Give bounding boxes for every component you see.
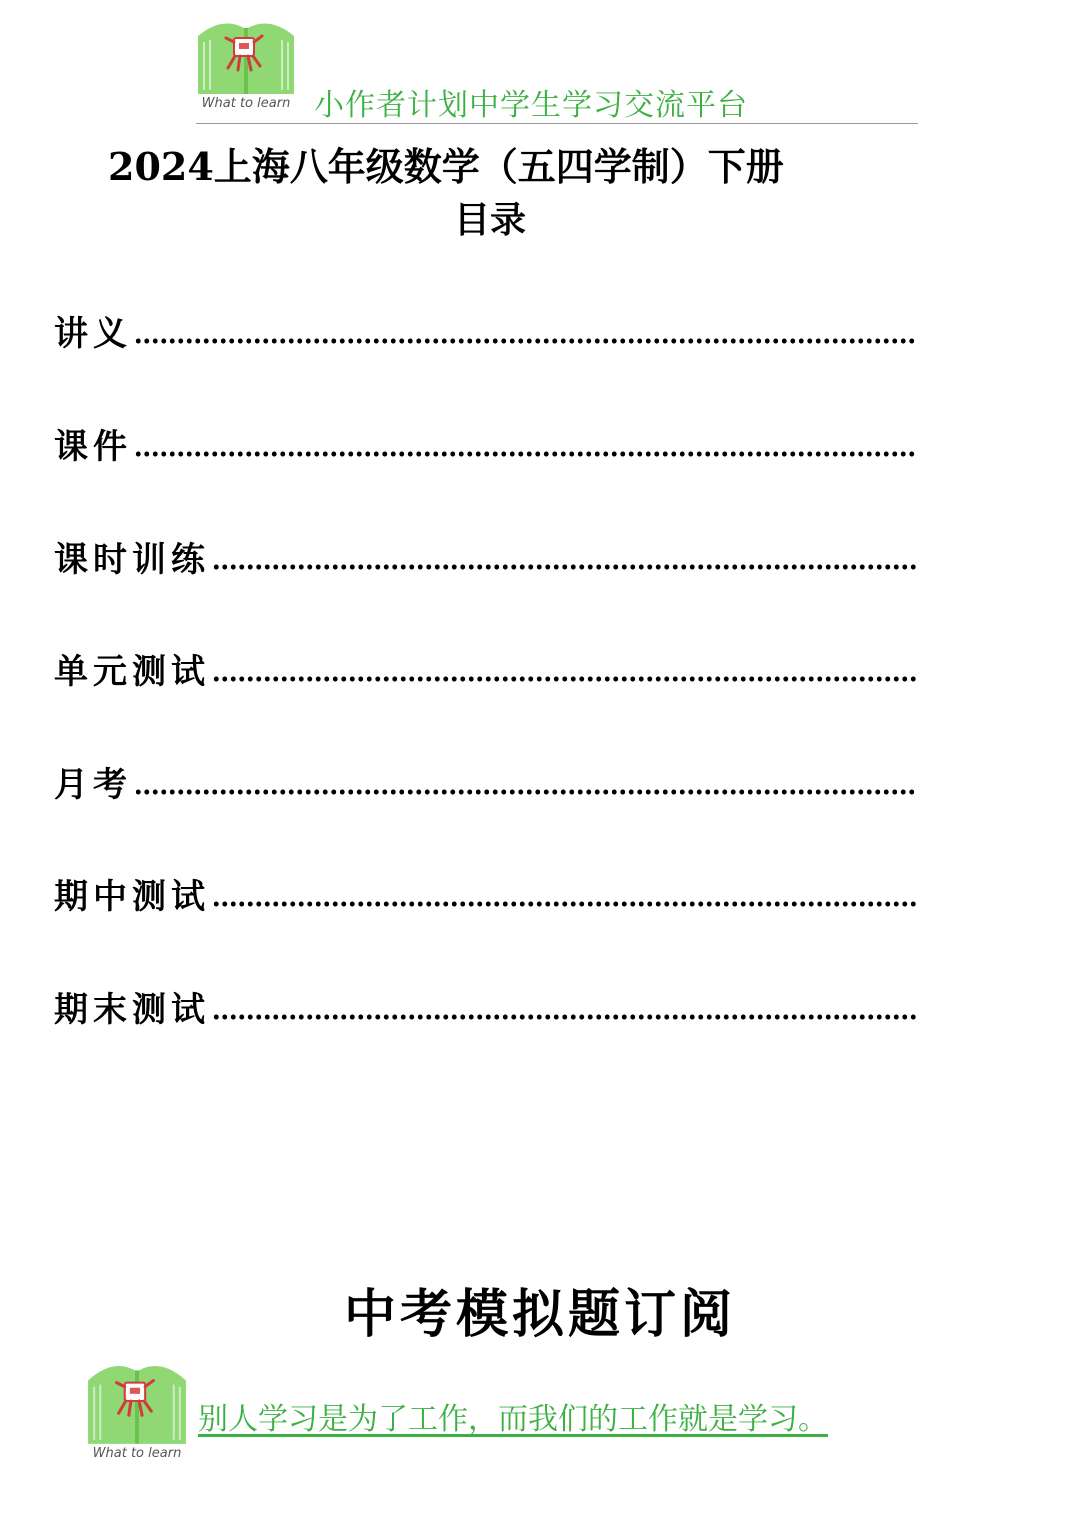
toc-dot-leader — [212, 900, 916, 908]
toc-item-handouts[interactable] — [54, 306, 916, 356]
toc-dot-leader — [212, 563, 916, 571]
toc-item-final-test[interactable] — [54, 982, 916, 1032]
promo-title: 中考模拟题订阅 — [343, 1284, 736, 1345]
header-divider — [196, 123, 918, 124]
toc-item-courseware[interactable] — [54, 419, 916, 469]
toc-item-label: 课时训练 — [54, 540, 210, 580]
toc-item-monthly-exam[interactable] — [54, 757, 916, 807]
document-subtitle: 目录 — [453, 199, 526, 241]
toc-item-label: 课件 — [54, 427, 132, 467]
toc-item-label: 月考 — [54, 765, 132, 805]
logo-text: What to learn — [92, 1446, 182, 1461]
toc-dot-leader — [212, 1013, 916, 1021]
toc-item-label: 单元测试 — [54, 652, 210, 692]
footer-motto-link[interactable]: 别人学习是为了工作，而我们的工作就是学习。 — [198, 1402, 828, 1437]
toc-item-label: 讲义 — [54, 314, 132, 354]
toc-dot-leader — [212, 675, 916, 683]
toc-item-label: 期末测试 — [54, 990, 210, 1030]
book-icon — [86, 1356, 188, 1448]
platform-name: 小作者计划中学生学习交流平台 — [314, 88, 748, 123]
toc-dot-leader — [134, 450, 916, 458]
toc-dot-leader — [134, 337, 916, 345]
logo-text: What to learn — [201, 96, 291, 111]
footer-logo — [86, 1356, 188, 1466]
document-title: 2024上海八年级数学（五四学制）下册 — [108, 144, 784, 189]
toc-item-midterm-test[interactable] — [54, 869, 916, 919]
book-icon — [196, 14, 296, 98]
toc-item-unit-test[interactable] — [54, 644, 916, 694]
toc-item-lesson-practice[interactable] — [54, 532, 916, 582]
toc-item-label: 期中测试 — [54, 877, 210, 917]
header-logo — [196, 14, 296, 114]
toc-dot-leader — [134, 788, 916, 796]
